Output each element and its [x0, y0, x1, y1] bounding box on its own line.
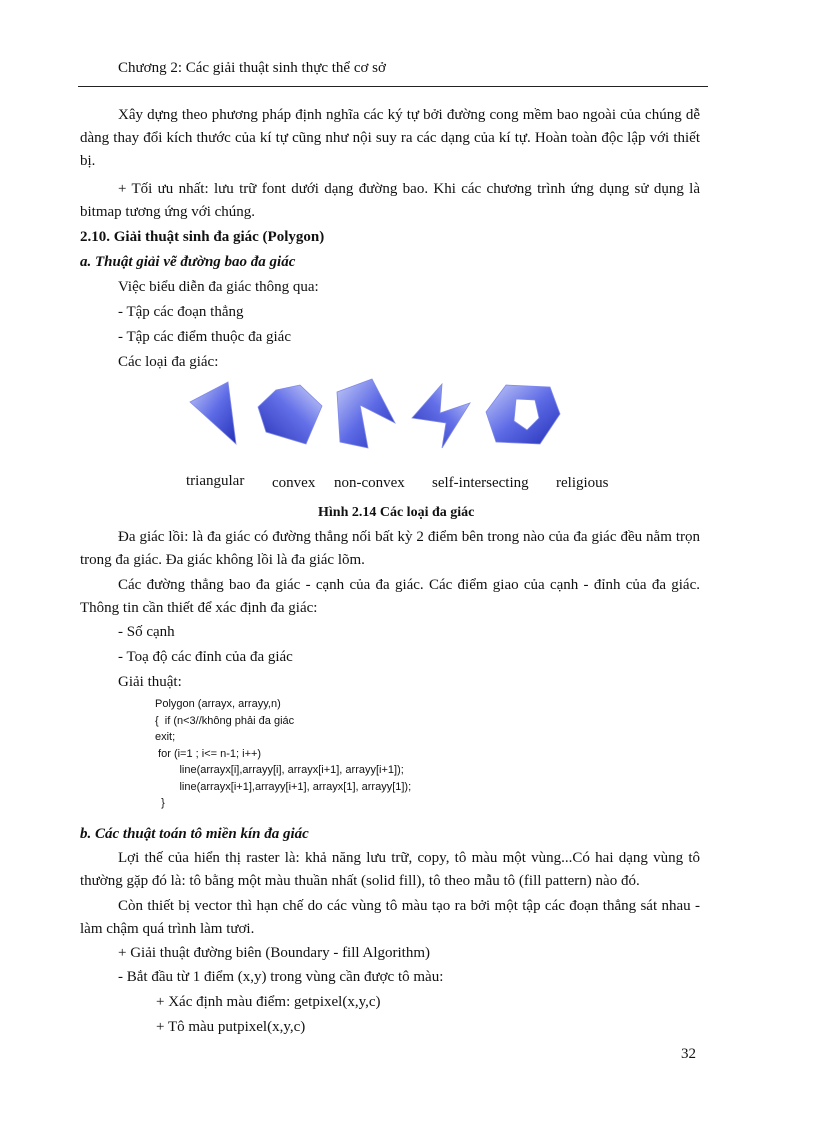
non-convex-polygon: [337, 379, 395, 448]
code-line: }: [155, 797, 165, 809]
intro-paragraph-1: Xây dựng theo phương pháp định nghĩa các ký tự bởi đường cong mềm bao ngoài của chúng dễ dàng thay đổi kích thước của kí tự cũng như nội suy ra các dạng của kí tự. Hoàn toàn độc lập với thiết bị.: [80, 107, 700, 169]
convex-definition-paragraph: Đa giác lồi: là đa giác có đường thẳng nối bất kỳ 2 điểm bên trong nào của đa giác đều nằm trọn trong đa giác. Đa giác không lồi là đa giác lõm.: [80, 529, 700, 568]
subsection-a-line-1: Việc biểu diễn đa giác thông qua:: [118, 279, 319, 295]
code-line: line(arrayx[i],arrayy[i], arrayx[i+1], arrayy[i+1]);: [155, 764, 404, 776]
figure-label-triangular: triangular: [186, 473, 245, 489]
code-line: exit;: [155, 731, 176, 743]
code-line: { if (n<3//không phải đa giác: [155, 714, 295, 727]
subsection-b-line-3: + Xác định màu điểm: getpixel(x,y,c): [156, 994, 381, 1010]
code-block: [155, 696, 411, 812]
figure-caption: Hình 2.14 Các loại đa giác: [318, 505, 475, 520]
figure-label-non-convex: non-convex: [334, 475, 405, 491]
subsection-b-line-1: + Giải thuật đường biên (Boundary - fill Algorithm): [118, 945, 430, 961]
convex-polygon: [258, 385, 322, 444]
subsection-b-line-4: + Tô màu putpixel(x,y,c): [156, 1019, 306, 1035]
page-number: 32: [681, 1046, 696, 1062]
header-rule: [78, 86, 708, 87]
figure-label-religious: religious: [556, 475, 609, 491]
triangular-polygon: [190, 382, 236, 444]
page-header: Chương 2: Các giải thuật sinh thực thể cơ sở: [118, 60, 386, 76]
subsection-a-heading: a. Thuật giải vẽ đường bao đa giác: [80, 254, 296, 270]
subsection-b-heading: b. Các thuật toán tô miền kín đa giác: [80, 826, 309, 842]
code-line: Polygon (arrayx, arrayy,n): [155, 698, 281, 710]
code-line: for (i=1 ; i<= n-1; i++): [155, 747, 262, 760]
figure-label-self-intersecting: self-intersecting: [432, 475, 529, 491]
subsection-b-line-2: - Bắt đầu từ 1 điểm (x,y) trong vùng cần được tô màu:: [118, 969, 444, 985]
intro-paragraph-2: + Tối ưu nhất: lưu trữ font dưới dạng đường bao. Khi các chương trình ứng dụng sử dụng là bitmap tương ứng với chúng.: [80, 181, 700, 220]
section-heading: 2.10. Giải thuật sinh đa giác (Polygon): [80, 229, 325, 245]
figure-label-convex: convex: [272, 475, 316, 491]
self-intersecting-polygon: [412, 384, 470, 448]
body2-line-3: Giải thuật:: [118, 674, 182, 690]
raster-paragraph: Lợi thế của hiển thị raster là: khả năng lưu trữ, copy, tô màu một vùng...Có hai dạng vùng tô thường gặp đó là: tô bằng một màu thuần nhất (solid fill), tô theo mẫu tô (fill pattern) nào đó.: [80, 850, 700, 889]
subsection-a-line-2: - Tập các đoạn thẳng: [118, 304, 244, 320]
subsection-a-line-3: - Tập các điểm thuộc đa giác: [118, 329, 291, 345]
body2-line-1: - Số cạnh: [118, 624, 175, 640]
edges-vertices-paragraph: Các đường thẳng bao đa giác - cạnh của đa giác. Các điểm giao của cạnh - đỉnh của đa giác. Thông tin cần thiết để xác định đa giác:: [80, 577, 700, 616]
subsection-a-line-4: Các loại đa giác:: [118, 354, 219, 370]
vector-paragraph: Còn thiết bị vector thì hạn chế do các vùng tô màu tạo ra bởi một tập các đoạn thẳng sát nhau - làm chậm quá trình làm tươi.: [80, 898, 700, 937]
code-line: line(arrayx[i+1],arrayy[i+1], arrayx[1], arrayy[1]);: [155, 780, 412, 793]
body2-line-2: - Toạ độ các đỉnh của đa giác: [118, 649, 293, 665]
polygon-types-figure: [180, 372, 570, 462]
